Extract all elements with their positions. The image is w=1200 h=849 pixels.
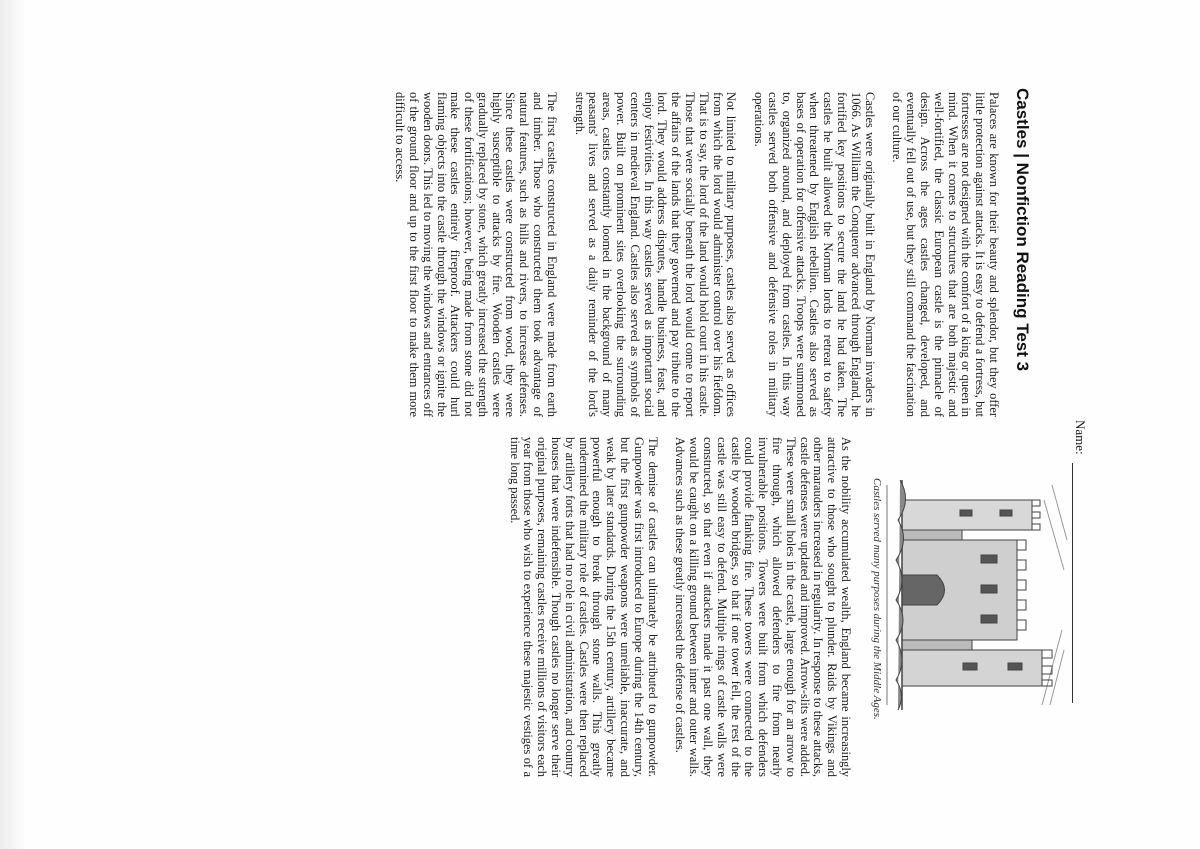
name-label: Name: bbox=[1073, 420, 1088, 455]
castle-illustration bbox=[872, 480, 1072, 710]
page-title: Castles | Nonfiction Reading Test 3 bbox=[1013, 88, 1032, 372]
figure-caption: Castles served many purposes during the Middle Ages. bbox=[871, 478, 883, 720]
paragraph-defenses: As the nobility accumulated wealth, England became increasingly attractive to those who sought to plunder. Raids by Vikings and other marauders increased in regularity. In response to these attacks, castle defenses were updated and improved. Arrow-slits were added. These were small holes in the castle, large enough for an arrow to fire through, which allowed defenders to fire from nearly invulnerable positions. Towers were built from which defenders could provide flanking fire. These towers were connected to the castle by wooden bridges, so that if one tower fell, the rest of the castle was still easy to defend. Multiple rings of castle walls were constructed, so that even if attackers made it past one wall, they would be caught on a killing ground between inner and outer walls. Advances such as these greatly increased the defense of castles. bbox=[673, 437, 853, 777]
paragraph-social-role: Not limited to military purposes, castles also served as offices from which the lord would administer control over his fiefdom. That is to say, the lord of the land would hold court in his castle. Those that were socially beneath the lord would come to report the affairs of the lands that they governed and pay tribute to the lord. They would address disputes, handle business, feast, and enjoy festivities. In this way castles served as important social centers in medieval England. Castles also served as symbols of power. Built on prominent sites overlooking the surrounding areas, castles constantly loomed in the background of many peasants' lives and served as a daily reminder of the lord's strength. bbox=[572, 92, 739, 417]
paragraph-origins: Castles were originally built in England by Norman invaders in 1066. As William the Conqueror advanced through England, he fortified key positions to secure the land he had taken. The castles he built allowed the Norman lords to retreat to safety when threatened by English rebellion. Castles also served as bases of operation for offensive attacks. Troops were summoned to, organized around, and deployed from castles. In this way castles served both offensive and defensive roles in military operations. bbox=[752, 92, 877, 417]
paragraph-construction: The first castles constructed in England were made from earth and timber. Those who constructed them took advantage of natural features, such as hills and rivers, to increase defenses. Since these castles were constructed from wood, they were highly susceptible to attacks by fire. Wooden castles were gradually replaced by stone, which greatly increased the strength of these fortifications; however, being made from stone did not make these castles entirely fireproof. Attackers could hurl flaming objects into the castle through the windows or ignite the wooden doors. This led to moving the windows and entrances off of the ground floor and up to the first floor to make them more difficult to access. bbox=[393, 92, 559, 417]
paragraph-intro: Palaces are known for their beauty and splendor, but they offer little protection against attacks. It is easy to defend a fortress, but fortresses are not designed with the comfort of a king or queen in mind. When it comes to structures that are both majestic and well-fortified, the classic European castle is the pinnacle of design. Across the ages castles changed, developed, and eventually fell out of use, but they still command the fascination of our culture. bbox=[890, 92, 1001, 417]
name-blank-line bbox=[1072, 463, 1085, 703]
right-column bbox=[493, 437, 852, 777]
name-field bbox=[1072, 420, 1088, 703]
left-column bbox=[378, 92, 1000, 417]
paragraph-demise: The demise of castles can ultimately be attributed to gunpowder. Gunpowder was first introduced to Europe during the 14th century, but the first gunpowder weapons were unreliable, inaccurate, and weak by later standards. During the 15th century, artillery became powerful enough to break through stone walls. This greatly undermined the military role of castles. Castles were then replaced by artillery forts that had no role in civil administration, and country houses that were indefensible. Though castles no longer serve their original purposes, remaining castles receive millions of visitors each year from those who wish to experience these majestic vestiges of a time long passed. bbox=[507, 437, 660, 777]
